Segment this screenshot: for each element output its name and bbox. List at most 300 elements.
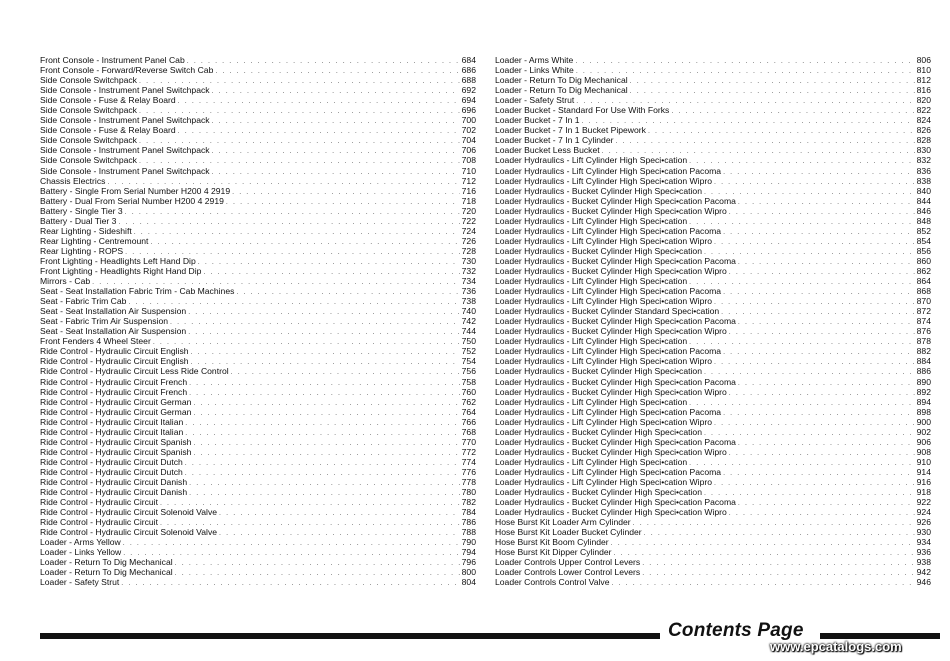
dot-leader — [714, 419, 915, 427]
toc-entry[interactable] — [495, 547, 931, 557]
dot-leader — [193, 439, 459, 447]
toc-entry-title: Loader - Links White — [495, 65, 574, 76]
toc-entry-title: Loader Hydraulics - Lift Cylinder High Speci•cation Pacoma — [495, 406, 722, 417]
toc-entry-page-number: 878 — [916, 336, 931, 347]
toc-entry[interactable] — [495, 256, 931, 266]
dot-leader — [689, 459, 914, 467]
toc-entry[interactable] — [40, 176, 476, 186]
toc-entry[interactable] — [40, 527, 476, 537]
toc-entry-title: Loader - Safety Strut — [495, 95, 575, 106]
dot-leader — [212, 168, 460, 176]
toc-entry-title: Ride Control - Hydraulic Circuit Spanish — [40, 436, 192, 447]
dot-leader — [729, 389, 915, 397]
toc-entry[interactable] — [40, 196, 476, 206]
dot-leader — [738, 318, 915, 326]
toc-entry[interactable] — [495, 467, 931, 477]
toc-entry[interactable] — [495, 125, 931, 135]
toc-entry[interactable] — [40, 427, 476, 437]
toc-entry[interactable] — [40, 125, 476, 135]
toc-entry-title: Loader Bucket - 7 In 1 Bucket Pipework — [495, 125, 646, 136]
toc-entry[interactable] — [40, 346, 476, 356]
toc-entry-page-number: 942 — [916, 567, 931, 578]
toc-entry-title: Front Console - Instrument Panel Cab — [40, 55, 185, 65]
toc-entry[interactable] — [495, 517, 931, 527]
toc-entry[interactable] — [495, 296, 931, 306]
toc-entry[interactable] — [495, 115, 931, 125]
toc-entry[interactable] — [40, 186, 476, 196]
dot-leader — [729, 449, 915, 457]
toc-entry[interactable] — [40, 457, 476, 467]
toc-entry-page-number: 902 — [916, 426, 931, 437]
toc-entry[interactable] — [40, 487, 476, 497]
toc-entry-page-number: 710 — [461, 165, 476, 176]
toc-entry[interactable] — [40, 547, 476, 557]
toc-entry-page-number: 830 — [916, 145, 931, 156]
toc-entry-page-number: 916 — [916, 476, 931, 487]
dot-leader — [139, 137, 460, 145]
toc-entry[interactable] — [495, 65, 931, 75]
toc-entry[interactable] — [495, 497, 931, 507]
toc-entry-page-number: 758 — [461, 376, 476, 387]
toc-entry[interactable] — [40, 135, 476, 145]
toc-entry[interactable] — [495, 407, 931, 417]
page-title: Contents Page — [668, 620, 804, 641]
dot-leader — [215, 67, 459, 75]
toc-entry[interactable] — [40, 155, 476, 165]
toc-entry[interactable] — [40, 246, 476, 256]
toc-entry[interactable] — [495, 105, 931, 115]
toc-entry[interactable] — [40, 537, 476, 547]
toc-entry-page-number: 870 — [916, 296, 931, 307]
toc-entry[interactable] — [495, 276, 931, 286]
toc-entry[interactable] — [40, 145, 476, 155]
dot-leader — [175, 569, 460, 577]
toc-entry-page-number: 930 — [916, 527, 931, 538]
toc-entry-title: Loader Controls Upper Control Levers — [495, 557, 641, 568]
toc-entry[interactable] — [40, 377, 476, 387]
toc-entry[interactable] — [40, 407, 476, 417]
toc-entry-title: Hose Burst Kit Boom Cylinder — [495, 537, 609, 548]
toc-entry[interactable] — [40, 256, 476, 266]
toc-entry[interactable] — [40, 226, 476, 236]
toc-entry-page-number: 712 — [461, 175, 476, 186]
toc-entry[interactable] — [40, 326, 476, 336]
toc-entry[interactable] — [495, 306, 931, 316]
toc-entry-title: Loader Hydraulics - Lift Cylinder High Speci•cation Wipro — [495, 296, 712, 307]
toc-entry[interactable] — [495, 577, 931, 587]
toc-entry-page-number: 876 — [916, 326, 931, 337]
toc-entry-title: Loader Hydraulics - Lift Cylinder High Speci•cation Pacoma — [495, 165, 722, 176]
toc-entry[interactable] — [495, 527, 931, 537]
toc-entry-page-number: 836 — [916, 165, 931, 176]
dot-leader — [170, 318, 460, 326]
toc-entry-title: Loader - Links Yellow — [40, 547, 122, 558]
toc-entry-page-number: 848 — [916, 215, 931, 226]
toc-entry-title: Loader Hydraulics - Lift Cylinder High Speci•cation Pacoma — [495, 346, 722, 357]
toc-entry[interactable] — [40, 356, 476, 366]
toc-entry-title: Seat - Seat Installation Fabric Trim - Cab Machines — [40, 286, 235, 297]
toc-entry[interactable] — [495, 166, 931, 176]
toc-entry-page-number: 704 — [461, 135, 476, 146]
toc-entry-title: Loader Hydraulics - Lift Cylinder High Speci•cation Wipro — [495, 416, 712, 427]
toc-entry[interactable] — [495, 246, 931, 256]
toc-entry-title: Rear Lighting - ROPS — [40, 245, 124, 256]
dot-leader — [128, 298, 459, 306]
dot-leader — [193, 399, 459, 407]
toc-entry[interactable] — [40, 467, 476, 477]
toc-entry[interactable] — [40, 65, 476, 75]
dot-leader — [642, 559, 914, 567]
dot-leader — [576, 67, 915, 75]
contents-column-left — [40, 55, 476, 587]
dot-leader — [160, 519, 460, 527]
toc-entry[interactable] — [40, 366, 476, 376]
toc-entry-page-number: 900 — [916, 416, 931, 427]
toc-entry[interactable] — [495, 176, 931, 186]
toc-entry-page-number: 744 — [461, 326, 476, 337]
toc-entry-title: Loader Hydraulics - Lift Cylinder High Speci•cation — [495, 336, 688, 347]
toc-entry-page-number: 740 — [461, 306, 476, 317]
toc-entry-title: Loader Hydraulics - Bucket Cylinder High Speci•cation Wipro — [495, 507, 727, 518]
dot-leader — [193, 409, 459, 417]
dot-leader — [178, 97, 460, 105]
toc-entry-page-number: 918 — [916, 487, 931, 498]
toc-entry[interactable] — [40, 95, 476, 105]
toc-entry-title: Loader Bucket - Standard For Use With Forks — [495, 105, 670, 116]
toc-entry-title: Ride Control - Hydraulic Circuit German — [40, 396, 192, 407]
toc-entry[interactable] — [495, 437, 931, 447]
toc-entry-page-number: 872 — [916, 306, 931, 317]
toc-entry[interactable] — [40, 166, 476, 176]
toc-entry-page-number: 936 — [916, 547, 931, 558]
toc-entry-title: Ride Control - Hydraulic Circuit Dutch — [40, 466, 183, 477]
dot-leader — [191, 358, 460, 366]
toc-entry[interactable] — [40, 85, 476, 95]
toc-entry[interactable] — [40, 216, 476, 226]
toc-entry-page-number: 898 — [916, 406, 931, 417]
toc-entry[interactable] — [40, 437, 476, 447]
dot-leader — [644, 529, 915, 537]
dot-leader — [118, 218, 459, 226]
dot-leader — [92, 278, 460, 286]
toc-entry-title: Front Lighting - Headlights Right Hand Dip — [40, 265, 202, 276]
toc-entry-title: Loader - Return To Dig Mechanical — [40, 557, 173, 568]
toc-entry[interactable] — [495, 356, 931, 366]
toc-entry-title: Ride Control - Hydraulic Circuit Dutch — [40, 456, 183, 467]
toc-entry-title: Ride Control - Hydraulic Circuit Italian — [40, 426, 184, 437]
toc-entry-title: Loader Hydraulics - Bucket Cylinder High Speci•cation Wipro — [495, 446, 727, 457]
toc-entry[interactable] — [40, 497, 476, 507]
toc-entry[interactable] — [40, 306, 476, 316]
dot-leader — [689, 218, 914, 226]
toc-entry-title: Loader Hydraulics - Bucket Cylinder High Speci•cation Pacoma — [495, 376, 736, 387]
toc-entry-page-number: 720 — [461, 205, 476, 216]
toc-entry-page-number: 826 — [916, 125, 931, 136]
toc-entry[interactable] — [40, 266, 476, 276]
toc-entry[interactable] — [495, 85, 931, 95]
toc-entry-title: Loader Hydraulics - Bucket Cylinder High Speci•cation Pacoma — [495, 316, 736, 327]
toc-entry[interactable] — [495, 567, 931, 577]
toc-entry-title: Ride Control - Hydraulic Circuit Solenoid Valve — [40, 507, 218, 518]
toc-entry[interactable] — [40, 567, 476, 577]
toc-entry[interactable] — [495, 447, 931, 457]
toc-entry[interactable] — [40, 517, 476, 527]
toc-entry-title: Loader Hydraulics - Bucket Cylinder Standard Speci•cation — [495, 306, 720, 317]
toc-entry-page-number: 862 — [916, 265, 931, 276]
toc-entry-title: Seat - Seat Installation Air Suspension — [40, 306, 187, 317]
toc-entry-page-number: 804 — [461, 577, 476, 588]
dot-leader — [615, 137, 914, 145]
toc-entry[interactable] — [40, 75, 476, 85]
dot-leader — [189, 379, 460, 387]
toc-entry[interactable] — [495, 155, 931, 165]
dot-leader — [178, 127, 460, 135]
toc-entry[interactable] — [495, 226, 931, 236]
toc-entry[interactable] — [495, 95, 931, 105]
toc-entry-title: Hose Burst Kit Dipper Cylinder — [495, 547, 612, 558]
toc-entry[interactable] — [495, 387, 931, 397]
dot-leader — [188, 308, 459, 316]
toc-entry[interactable] — [495, 135, 931, 145]
dot-leader — [714, 479, 915, 487]
toc-entry[interactable] — [40, 236, 476, 246]
toc-entry-page-number: 776 — [461, 466, 476, 477]
toc-entry[interactable] — [40, 447, 476, 457]
toc-entry-page-number: 692 — [461, 85, 476, 96]
dot-leader — [107, 178, 459, 186]
dot-leader — [611, 579, 914, 587]
toc-entry-title: Loader - Arms White — [495, 55, 574, 65]
toc-entry[interactable] — [495, 196, 931, 206]
dot-leader — [236, 288, 459, 296]
toc-entry[interactable] — [495, 477, 931, 487]
toc-entry-page-number: 844 — [916, 195, 931, 206]
dot-leader — [689, 278, 914, 286]
toc-entry-title: Side Console Switchpack — [40, 155, 137, 166]
toc-entry[interactable] — [495, 266, 931, 276]
toc-entry-page-number: 882 — [916, 346, 931, 357]
toc-entry-title: Rear Lighting - Sideshift — [40, 225, 132, 236]
toc-entry[interactable] — [40, 336, 476, 346]
toc-entry-page-number: 784 — [461, 507, 476, 518]
toc-entry-title: Loader - Arms Yellow — [40, 537, 121, 548]
toc-entry-page-number: 736 — [461, 286, 476, 297]
toc-entry-page-number: 780 — [461, 487, 476, 498]
toc-entry-title: Ride Control - Hydraulic Circuit — [40, 497, 158, 508]
dot-leader — [738, 499, 915, 507]
toc-entry[interactable] — [495, 366, 931, 376]
toc-entry-title: Ride Control - Hydraulic Circuit Danish — [40, 476, 188, 487]
toc-entry-page-number: 890 — [916, 376, 931, 387]
toc-entry-title: Loader Bucket Less Bucket — [495, 145, 600, 156]
toc-entry[interactable] — [40, 397, 476, 407]
dot-leader — [738, 379, 915, 387]
toc-entry-page-number: 910 — [916, 456, 931, 467]
dot-leader — [723, 469, 915, 477]
toc-entry[interactable] — [40, 477, 476, 487]
toc-entry-page-number: 770 — [461, 436, 476, 447]
toc-entry[interactable] — [40, 206, 476, 216]
toc-entry[interactable] — [495, 316, 931, 326]
toc-entry[interactable] — [495, 537, 931, 547]
toc-entry-title: Seat - Seat Installation Air Suspension — [40, 326, 187, 337]
toc-entry-page-number: 838 — [916, 175, 931, 186]
dot-leader — [633, 519, 915, 527]
toc-entry[interactable] — [495, 427, 931, 437]
toc-entry-page-number: 790 — [461, 537, 476, 548]
toc-entry-title: Front Lighting - Headlights Left Hand Dip — [40, 255, 196, 266]
dot-leader — [123, 549, 459, 557]
toc-entry-title: Loader - Return To Dig Mechanical — [495, 85, 628, 96]
dot-leader — [189, 489, 460, 497]
toc-entry[interactable] — [40, 276, 476, 286]
toc-entry-title: Hose Burst Kit Loader Bucket Cylinder — [495, 527, 642, 538]
toc-entry-title: Loader Bucket - 7 In 1 Cylinder — [495, 135, 614, 146]
toc-entry-page-number: 756 — [461, 366, 476, 377]
dot-leader — [212, 147, 460, 155]
toc-entry-title: Loader Hydraulics - Lift Cylinder High Speci•cation — [495, 155, 688, 166]
toc-entry-page-number: 924 — [916, 507, 931, 518]
toc-entry-page-number: 734 — [461, 276, 476, 287]
dot-leader — [232, 188, 460, 196]
toc-entry[interactable] — [495, 457, 931, 467]
toc-entry[interactable] — [495, 145, 931, 155]
dot-leader — [139, 77, 460, 85]
dot-leader — [139, 157, 460, 165]
toc-entry-title: Loader Hydraulics - Lift Cylinder High Speci•cation Pacoma — [495, 466, 722, 477]
toc-entry[interactable] — [495, 75, 931, 85]
toc-entry[interactable] — [40, 55, 476, 65]
toc-entry[interactable] — [495, 206, 931, 216]
dot-leader — [723, 228, 915, 236]
toc-entry-page-number: 884 — [916, 356, 931, 367]
toc-entry-page-number: 828 — [916, 135, 931, 146]
toc-entry-page-number: 856 — [916, 245, 931, 256]
toc-entry[interactable] — [40, 557, 476, 567]
dot-leader — [582, 117, 915, 125]
toc-entry-page-number: 754 — [461, 356, 476, 367]
dot-leader — [611, 539, 915, 547]
toc-entry-title: Loader Hydraulics - Lift Cylinder High Speci•cation Wipro — [495, 356, 712, 367]
toc-entry[interactable] — [495, 216, 931, 226]
dot-leader — [704, 248, 915, 256]
toc-entry-page-number: 768 — [461, 426, 476, 437]
toc-entry-title: Loader Hydraulics - Lift Cylinder High Speci•cation — [495, 215, 688, 226]
toc-entry-title: Side Console Switchpack — [40, 135, 137, 146]
toc-entry-title: Ride Control - Hydraulic Circuit English — [40, 346, 189, 357]
toc-entry[interactable] — [495, 507, 931, 517]
toc-entry[interactable] — [40, 577, 476, 587]
toc-entry-page-number: 774 — [461, 456, 476, 467]
dot-leader — [193, 449, 459, 457]
toc-entry-title: Ride Control - Hydraulic Circuit French — [40, 376, 188, 387]
toc-entry[interactable] — [40, 316, 476, 326]
toc-entry[interactable] — [40, 417, 476, 427]
toc-entry[interactable] — [40, 115, 476, 125]
toc-entry-title: Loader Hydraulics - Bucket Cylinder High Speci•cation — [495, 245, 702, 256]
dot-leader — [185, 469, 460, 477]
dot-leader — [602, 147, 915, 155]
dot-leader — [189, 389, 460, 397]
toc-entry-page-number: 718 — [461, 195, 476, 206]
dot-leader — [191, 348, 460, 356]
toc-entry-page-number: 832 — [916, 155, 931, 166]
toc-entry-title: Side Console - Instrument Panel Switchpack — [40, 85, 210, 96]
toc-entry-title: Ride Control - Hydraulic Circuit — [40, 517, 158, 528]
toc-entry-page-number: 706 — [461, 145, 476, 156]
toc-entry-title: Loader Hydraulics - Bucket Cylinder High Speci•cation Pacoma — [495, 497, 736, 508]
dot-leader — [723, 288, 915, 296]
toc-entry[interactable] — [40, 507, 476, 517]
toc-entry-title: Battery - Single From Serial Number H200 4 2919 — [40, 185, 231, 196]
toc-entry-title: Loader Hydraulics - Lift Cylinder High Speci•cation — [495, 456, 688, 467]
dot-leader — [671, 107, 914, 115]
toc-entry-title: Side Console - Instrument Panel Switchpack — [40, 165, 210, 176]
toc-entry-title: Loader Controls Lower Control Levers — [495, 567, 641, 578]
toc-entry-title: Loader Hydraulics - Lift Cylinder High Speci•cation Pacoma — [495, 225, 722, 236]
toc-entry[interactable] — [40, 286, 476, 296]
dot-leader — [125, 208, 460, 216]
toc-entry-page-number: 812 — [916, 75, 931, 86]
toc-entry[interactable] — [495, 336, 931, 346]
toc-entry[interactable] — [495, 286, 931, 296]
toc-entry-page-number: 922 — [916, 497, 931, 508]
dot-leader — [185, 419, 459, 427]
toc-entry-page-number: 684 — [461, 55, 476, 65]
toc-entry[interactable] — [495, 186, 931, 196]
toc-entry-title: Side Console Switchpack — [40, 105, 137, 116]
toc-entry-page-number: 728 — [461, 245, 476, 256]
toc-entry[interactable] — [40, 105, 476, 115]
toc-entry-title: Loader Hydraulics - Bucket Cylinder High Speci•cation Wipro — [495, 205, 727, 216]
toc-entry[interactable] — [40, 296, 476, 306]
toc-entry[interactable] — [495, 557, 931, 567]
toc-entry-title: Loader Hydraulics - Lift Cylinder High Speci•cation Wipro — [495, 476, 712, 487]
dot-leader — [704, 368, 915, 376]
toc-entry-title: Loader Hydraulics - Bucket Cylinder High Speci•cation Wipro — [495, 265, 727, 276]
dot-leader — [189, 479, 460, 487]
dot-leader — [714, 298, 915, 306]
toc-entry-title: Seat - Fabric Trim Air Suspension — [40, 316, 168, 327]
toc-entry-page-number: 688 — [461, 75, 476, 86]
toc-entry[interactable] — [495, 487, 931, 497]
dot-leader — [188, 328, 459, 336]
toc-entry-page-number: 686 — [461, 65, 476, 76]
dot-leader — [160, 499, 460, 507]
contents-column-right — [495, 55, 931, 587]
toc-entry[interactable] — [495, 346, 931, 356]
toc-entry[interactable] — [495, 55, 931, 65]
dot-leader — [630, 77, 915, 85]
toc-entry-page-number: 750 — [461, 336, 476, 347]
dot-leader — [723, 168, 915, 176]
toc-entry-page-number: 934 — [916, 537, 931, 548]
toc-entry-page-number: 760 — [461, 386, 476, 397]
toc-entry-title: Loader Hydraulics - Lift Cylinder High Speci•cation Wipro — [495, 175, 712, 186]
toc-entry-title: Loader Hydraulics - Bucket Cylinder High Speci•cation Wipro — [495, 326, 727, 337]
footer-rule-left — [40, 633, 660, 639]
toc-entry-title: Seat - Fabric Trim Cab — [40, 296, 127, 307]
toc-entry[interactable] — [40, 387, 476, 397]
toc-entry[interactable] — [495, 236, 931, 246]
toc-entry[interactable] — [495, 417, 931, 427]
toc-entry[interactable] — [495, 397, 931, 407]
toc-entry-title: Loader Hydraulics - Lift Cylinder High Speci•cation Wipro — [495, 235, 712, 246]
toc-entry[interactable] — [495, 377, 931, 387]
toc-entry[interactable] — [495, 326, 931, 336]
dot-leader — [704, 489, 915, 497]
toc-entry-page-number: 892 — [916, 386, 931, 397]
